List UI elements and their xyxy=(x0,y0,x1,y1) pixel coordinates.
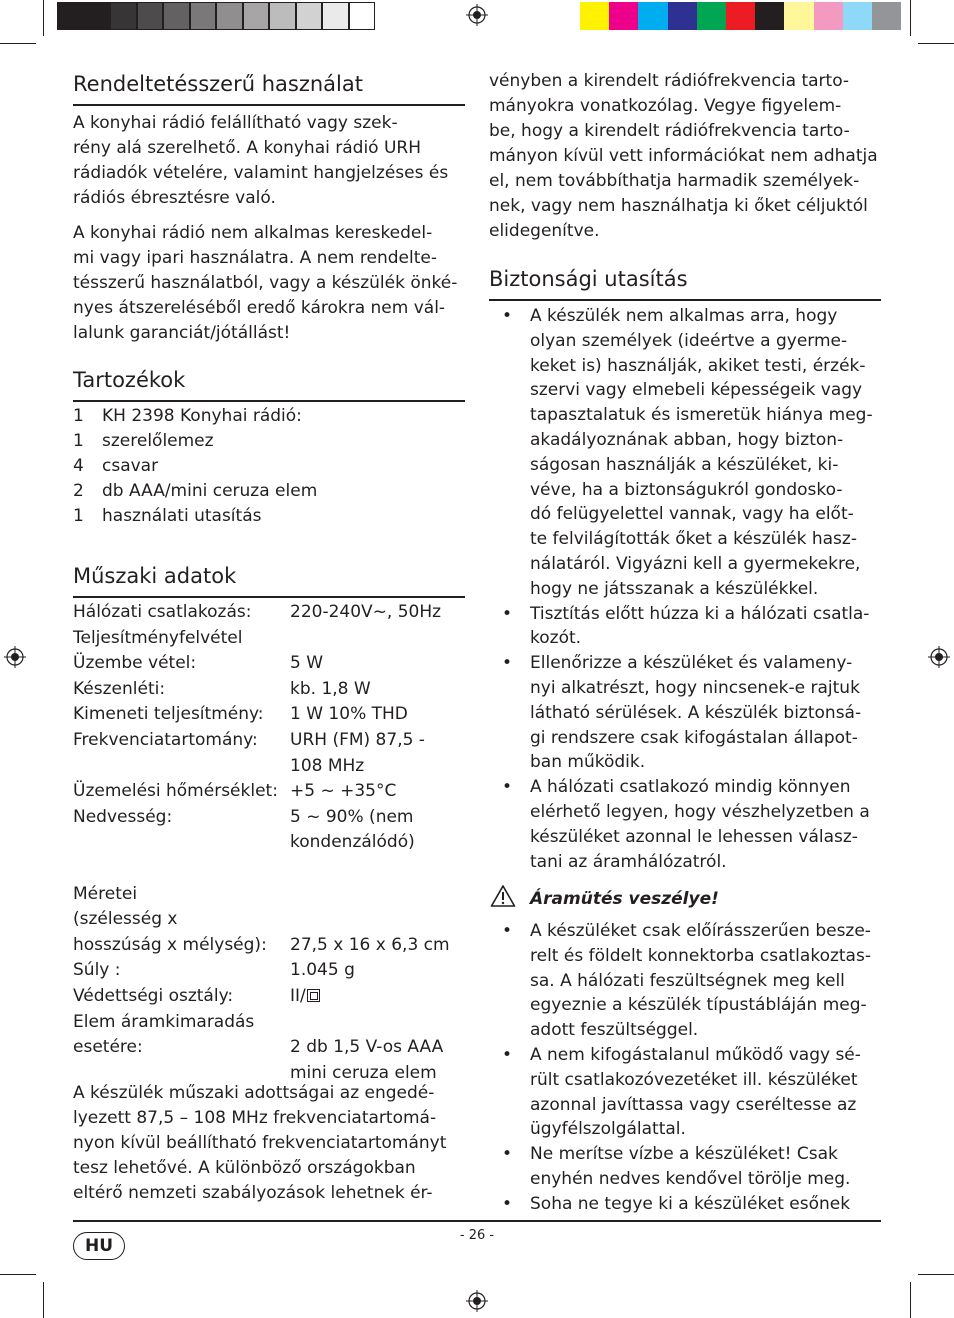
spec-label: Nedvesség: xyxy=(73,806,173,827)
gray-swatch xyxy=(84,2,111,30)
list-item: • A készülék nem alkalmas arra, hogy olyan személyek (ideértve a gyerme- keket is) használják, akiket testi, érzék- szervi vagy elmebeli képességeik vagy tapasztalatuk és ismeretük hiánya meg- akadályoznának abban, hogy bizton- ságosan használják a készüléket, ki- véve, ha a biztonságukról gondosko- dó felügyelettel vannak, vagy ha előt- te felvilágították őket a készülék hasz- nálatáról. Vigyázni kell a gyermekekre, hogy ne játsszanak a készülékkel. xyxy=(502,306,873,599)
gray-swatch xyxy=(190,2,217,30)
spec-row xyxy=(73,651,473,677)
bullet-icon: • xyxy=(502,777,513,798)
spec-value: URH (FM) 87,5 - 108 MHz xyxy=(290,729,425,776)
spec-row xyxy=(73,958,473,984)
registration-mark-right-icon xyxy=(928,646,950,668)
crop-mark-top-right-v xyxy=(910,0,911,36)
list-item: • Soha ne tegye ki a készüléket esőnek xyxy=(489,1192,889,1217)
spec-value: 2 db 1,5 V-os AAA mini ceruza elem xyxy=(290,1037,444,1083)
list-item: • Tisztítás előtt húzza ki a hálózati csatla- kozót. xyxy=(502,603,870,649)
technical-data-paragraph: A készülék műszaki adottságai az engedé- lyezett 87,5 – 108 MHz frekvenciatartomá- nyon kívül beállítható frekvenciatartományt tesz lehetővé. A különböző országokban eltérő nemzeti szabályozások lehetnek ér- xyxy=(73,1083,447,1203)
heading-rule xyxy=(489,299,881,301)
color-swatch xyxy=(668,2,697,30)
spec-row xyxy=(73,805,473,856)
bullet-icon: • xyxy=(502,1044,513,1065)
gray-swatch xyxy=(57,2,84,30)
spec-row xyxy=(73,728,473,779)
language-badge: HU xyxy=(73,1232,125,1260)
registration-mark-bottom-icon xyxy=(466,1290,488,1312)
spec-value: 27,5 x 16 x 6,3 cm xyxy=(290,934,450,955)
bullet-icon: • xyxy=(502,653,513,674)
spec-row xyxy=(73,702,473,728)
crop-mark-bottom-right-v xyxy=(910,1282,911,1318)
color-swatch xyxy=(580,2,609,30)
continued-paragraph: vényben a kirendelt rádiófrekvencia tarto- mányokra vonatkozólag. Vegye figyelem- be, hogy a kirendelt rádiófrekvencia tarto- mányon kívül vett információkat nem adhatja el, nem továbbíthatja harmadik személyek- nek, vagy nem használhatja ki őket céljuktól elidegenítve. xyxy=(489,71,878,241)
list-item: 2 db AAA/mini ceruza elem xyxy=(73,481,318,501)
bullet-icon: • xyxy=(502,306,513,326)
color-swatch xyxy=(814,2,843,30)
footer-rule xyxy=(73,1220,881,1222)
spec-label: Készenléti: xyxy=(73,678,166,699)
gray-swatch xyxy=(349,2,376,30)
electric-shock-bullet-list xyxy=(489,919,889,1217)
crop-mark-bottom-left-h xyxy=(0,1274,36,1275)
heading-rule xyxy=(73,400,465,402)
crop-mark-top-right-h xyxy=(918,43,954,44)
gray-swatch xyxy=(322,2,349,30)
spec-row xyxy=(73,1010,473,1087)
safety-bullet-list xyxy=(489,304,889,874)
crop-mark-top-left-h xyxy=(0,43,36,44)
bullet-icon: • xyxy=(502,603,513,624)
accessories-list xyxy=(73,404,465,529)
spec-value: kb. 1,8 W xyxy=(290,678,371,699)
registration-mark-top-icon xyxy=(466,4,488,26)
spec-label: Üzembe vétel: xyxy=(73,653,197,674)
list-item: • Ellenőrizze a készüléket és valameny- nyi alkatrészt, hogy nincsenek-e rajtuk látható sérülések. A készülék biztonsá- gi rendszere csak kifogástalan állapot- ban működik. xyxy=(502,653,862,773)
heading-accessories: Tartozékok xyxy=(73,368,186,392)
heading-rule xyxy=(73,104,465,106)
gray-swatch xyxy=(216,2,243,30)
heading-safety-instructions: Biztonsági utasítás xyxy=(489,267,688,291)
list-item: 1 használati utasítás xyxy=(73,506,262,526)
gray-swatch xyxy=(296,2,323,30)
crop-mark-bottom-left-v xyxy=(43,1282,44,1318)
spec-row xyxy=(73,677,473,703)
gray-swatch xyxy=(163,2,190,30)
color-swatch xyxy=(843,2,872,30)
registration-mark-left-icon xyxy=(4,646,26,668)
spec-label: Frekvenciatartomány: xyxy=(73,729,258,750)
gray-swatch xyxy=(243,2,270,30)
spec-value: 5 W xyxy=(290,653,324,674)
list-item: • Ne merítse vízbe a készüléket! Csak enyhén nedves kendővel törölje meg. xyxy=(502,1144,851,1189)
spec-value: 1.045 g xyxy=(290,960,355,981)
list-item: 1 KH 2398 Konyhai rádió: xyxy=(73,406,302,426)
spec-label: Elem áramkimaradás esetére: xyxy=(73,1011,255,1058)
color-swatch xyxy=(872,2,901,30)
gray-swatch xyxy=(110,2,137,30)
spec-label: Hálózati csatlakozás: Teljesítményfelvétel xyxy=(73,602,252,648)
technical-data-table xyxy=(73,600,473,1086)
spec-value: 5 ~ 90% (nem kondenzálódó) xyxy=(290,806,415,853)
spec-row xyxy=(73,600,473,651)
color-swatch xyxy=(638,2,667,30)
color-swatch xyxy=(609,2,638,30)
spec-row xyxy=(73,856,473,958)
heading-technical-data: Műszaki adatok xyxy=(73,564,237,588)
bullet-icon: • xyxy=(502,921,513,941)
spec-label: Védettségi osztály: xyxy=(73,985,234,1006)
color-swatch xyxy=(755,2,784,30)
bullet-icon: • xyxy=(502,1193,513,1214)
heading-rule xyxy=(73,596,465,598)
list-item: • A nem kifogástalanul működő vagy sé- rült csatlakozóvezetéket ill. készüléket azonnal javíttassa vagy cseréltesse az ügyfélszolgálattal. xyxy=(502,1044,861,1140)
heading-intended-use: Rendeltetésszerű használat xyxy=(73,72,363,96)
warning-title: Áramütés veszélye! xyxy=(530,889,719,909)
class-ii-symbol-icon xyxy=(307,989,320,1002)
crop-mark-bottom-right-h xyxy=(918,1274,954,1275)
spec-value: +5 ~ +35°C xyxy=(290,781,397,802)
gray-swatch xyxy=(137,2,164,30)
list-item: • A hálózati csatlakozó mindig könnyen elérhető legyen, hogy vészhelyzetben a készüléket azonnal le lehessen válasz- tani az áramhálózatról. xyxy=(502,777,870,872)
list-item: 1 szerelőlemez xyxy=(73,431,214,451)
spec-label: Súly : xyxy=(73,960,121,981)
spec-label: Kimeneti teljesítmény: xyxy=(73,704,264,725)
color-swatch xyxy=(726,2,755,30)
spec-value: 220-240V~, 50Hz xyxy=(290,602,442,622)
intended-use-paragraph-2: A konyhai rádió nem alkalmas kereskedel- mi vagy ipari használatra. A nem rendelte- tésszerű használatból, vagy a készülék önké- nyes átszereléséből eredő károkra nem vál- lalunk garanciát/jótállást! xyxy=(73,223,458,343)
spec-row xyxy=(73,779,473,805)
warning-triangle-icon xyxy=(490,884,516,908)
spec-value: 1 W 10% THD xyxy=(290,704,408,725)
intended-use-paragraph-1: A konyhai rádió felállítható vagy szek- rény alá szerelhető. A konyhai rádió URH rádiadók vételére, valamint hangjelzéses és rádiós ébresztésre való. xyxy=(73,113,449,208)
spec-row xyxy=(73,984,473,1010)
gray-swatch xyxy=(269,2,296,30)
list-item: 4 csavar xyxy=(73,456,159,476)
color-swatch xyxy=(784,2,813,30)
spec-value: II/ xyxy=(290,984,320,1010)
bullet-icon: • xyxy=(502,1144,513,1165)
page-number: - 26 - xyxy=(459,1228,495,1243)
color-swatch xyxy=(697,2,726,30)
spec-label: Méretei (szélesség x hosszúság x mélység): xyxy=(73,883,267,955)
spec-label: Üzemelési hőmérséklet: xyxy=(73,781,278,802)
list-item: • A készüléket csak előírásszerűen besze- relt és földelt konnektorba csatlakoztas- sa. A hálózati feszültségnek meg kell egyeznie a készülék típustábláján meg- adott feszültséggel. xyxy=(502,921,871,1041)
crop-mark-top-left-v xyxy=(43,0,44,36)
